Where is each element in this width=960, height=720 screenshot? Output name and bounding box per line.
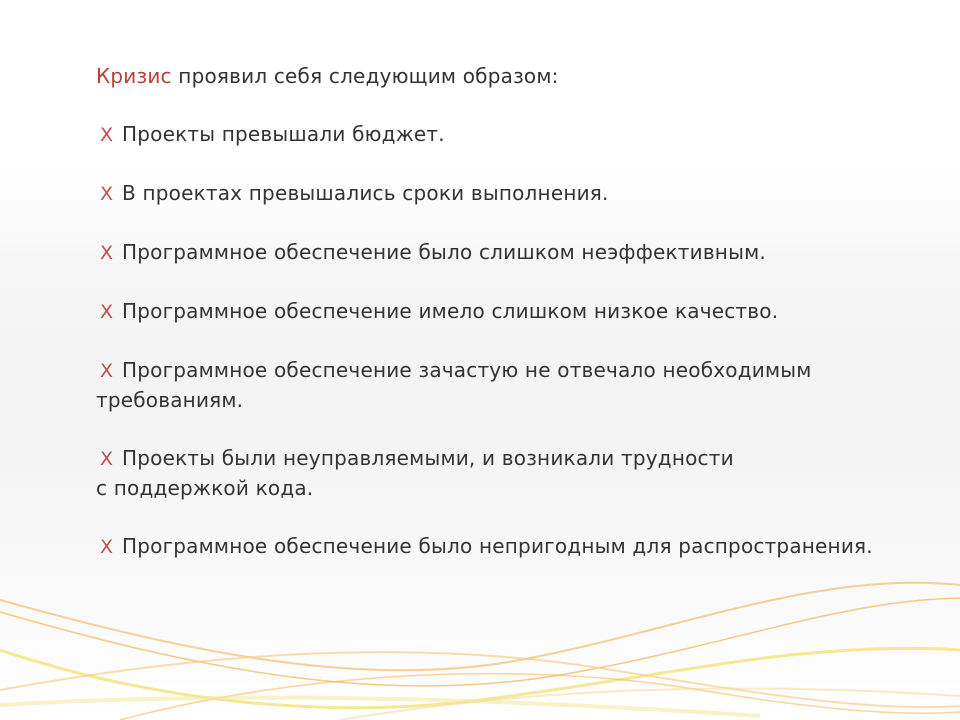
list-item <box>96 532 936 562</box>
x-marker-icon: X <box>100 360 114 382</box>
list-item-continuation: с поддержкой кода. <box>96 476 314 500</box>
intro-line <box>96 62 936 91</box>
x-marker-icon: X <box>100 183 114 205</box>
x-marker-icon: X <box>100 536 114 558</box>
list-item-text: Проекты превышали бюджет. <box>122 122 445 146</box>
list-item <box>96 238 936 268</box>
x-marker-icon: X <box>100 124 114 146</box>
x-marker-icon: X <box>100 242 114 264</box>
list-item-text: Программное обеспечение зачастую не отвечало необходимым <box>122 358 812 382</box>
list-item-text: Проекты были неуправляемыми, и возникали трудности <box>122 446 734 470</box>
intro-text: проявил себя следующим образом: <box>171 64 559 88</box>
wave-line <box>0 583 960 671</box>
list-item-text: Программное обеспечение было слишком неэффективным. <box>122 240 766 264</box>
slide-content <box>96 62 936 562</box>
list-item <box>96 179 936 209</box>
list-item-text: Программное обеспечение было непригодным для распространения. <box>122 534 873 558</box>
wave-line <box>0 598 960 686</box>
list-item-text: В проектах превышались сроки выполнения. <box>122 181 609 205</box>
list-item <box>96 356 936 415</box>
list-item-continuation: требованиям. <box>96 388 244 412</box>
x-marker-icon: X <box>100 301 114 323</box>
list-item <box>96 444 936 503</box>
list-item-text: Программное обеспечение имело слишком низкое качество. <box>122 299 779 323</box>
list-item <box>96 297 936 327</box>
list-item <box>96 120 936 150</box>
intro-accent-word: Кризис <box>96 64 172 88</box>
crisis-list <box>96 120 936 562</box>
x-marker-icon: X <box>100 448 114 470</box>
